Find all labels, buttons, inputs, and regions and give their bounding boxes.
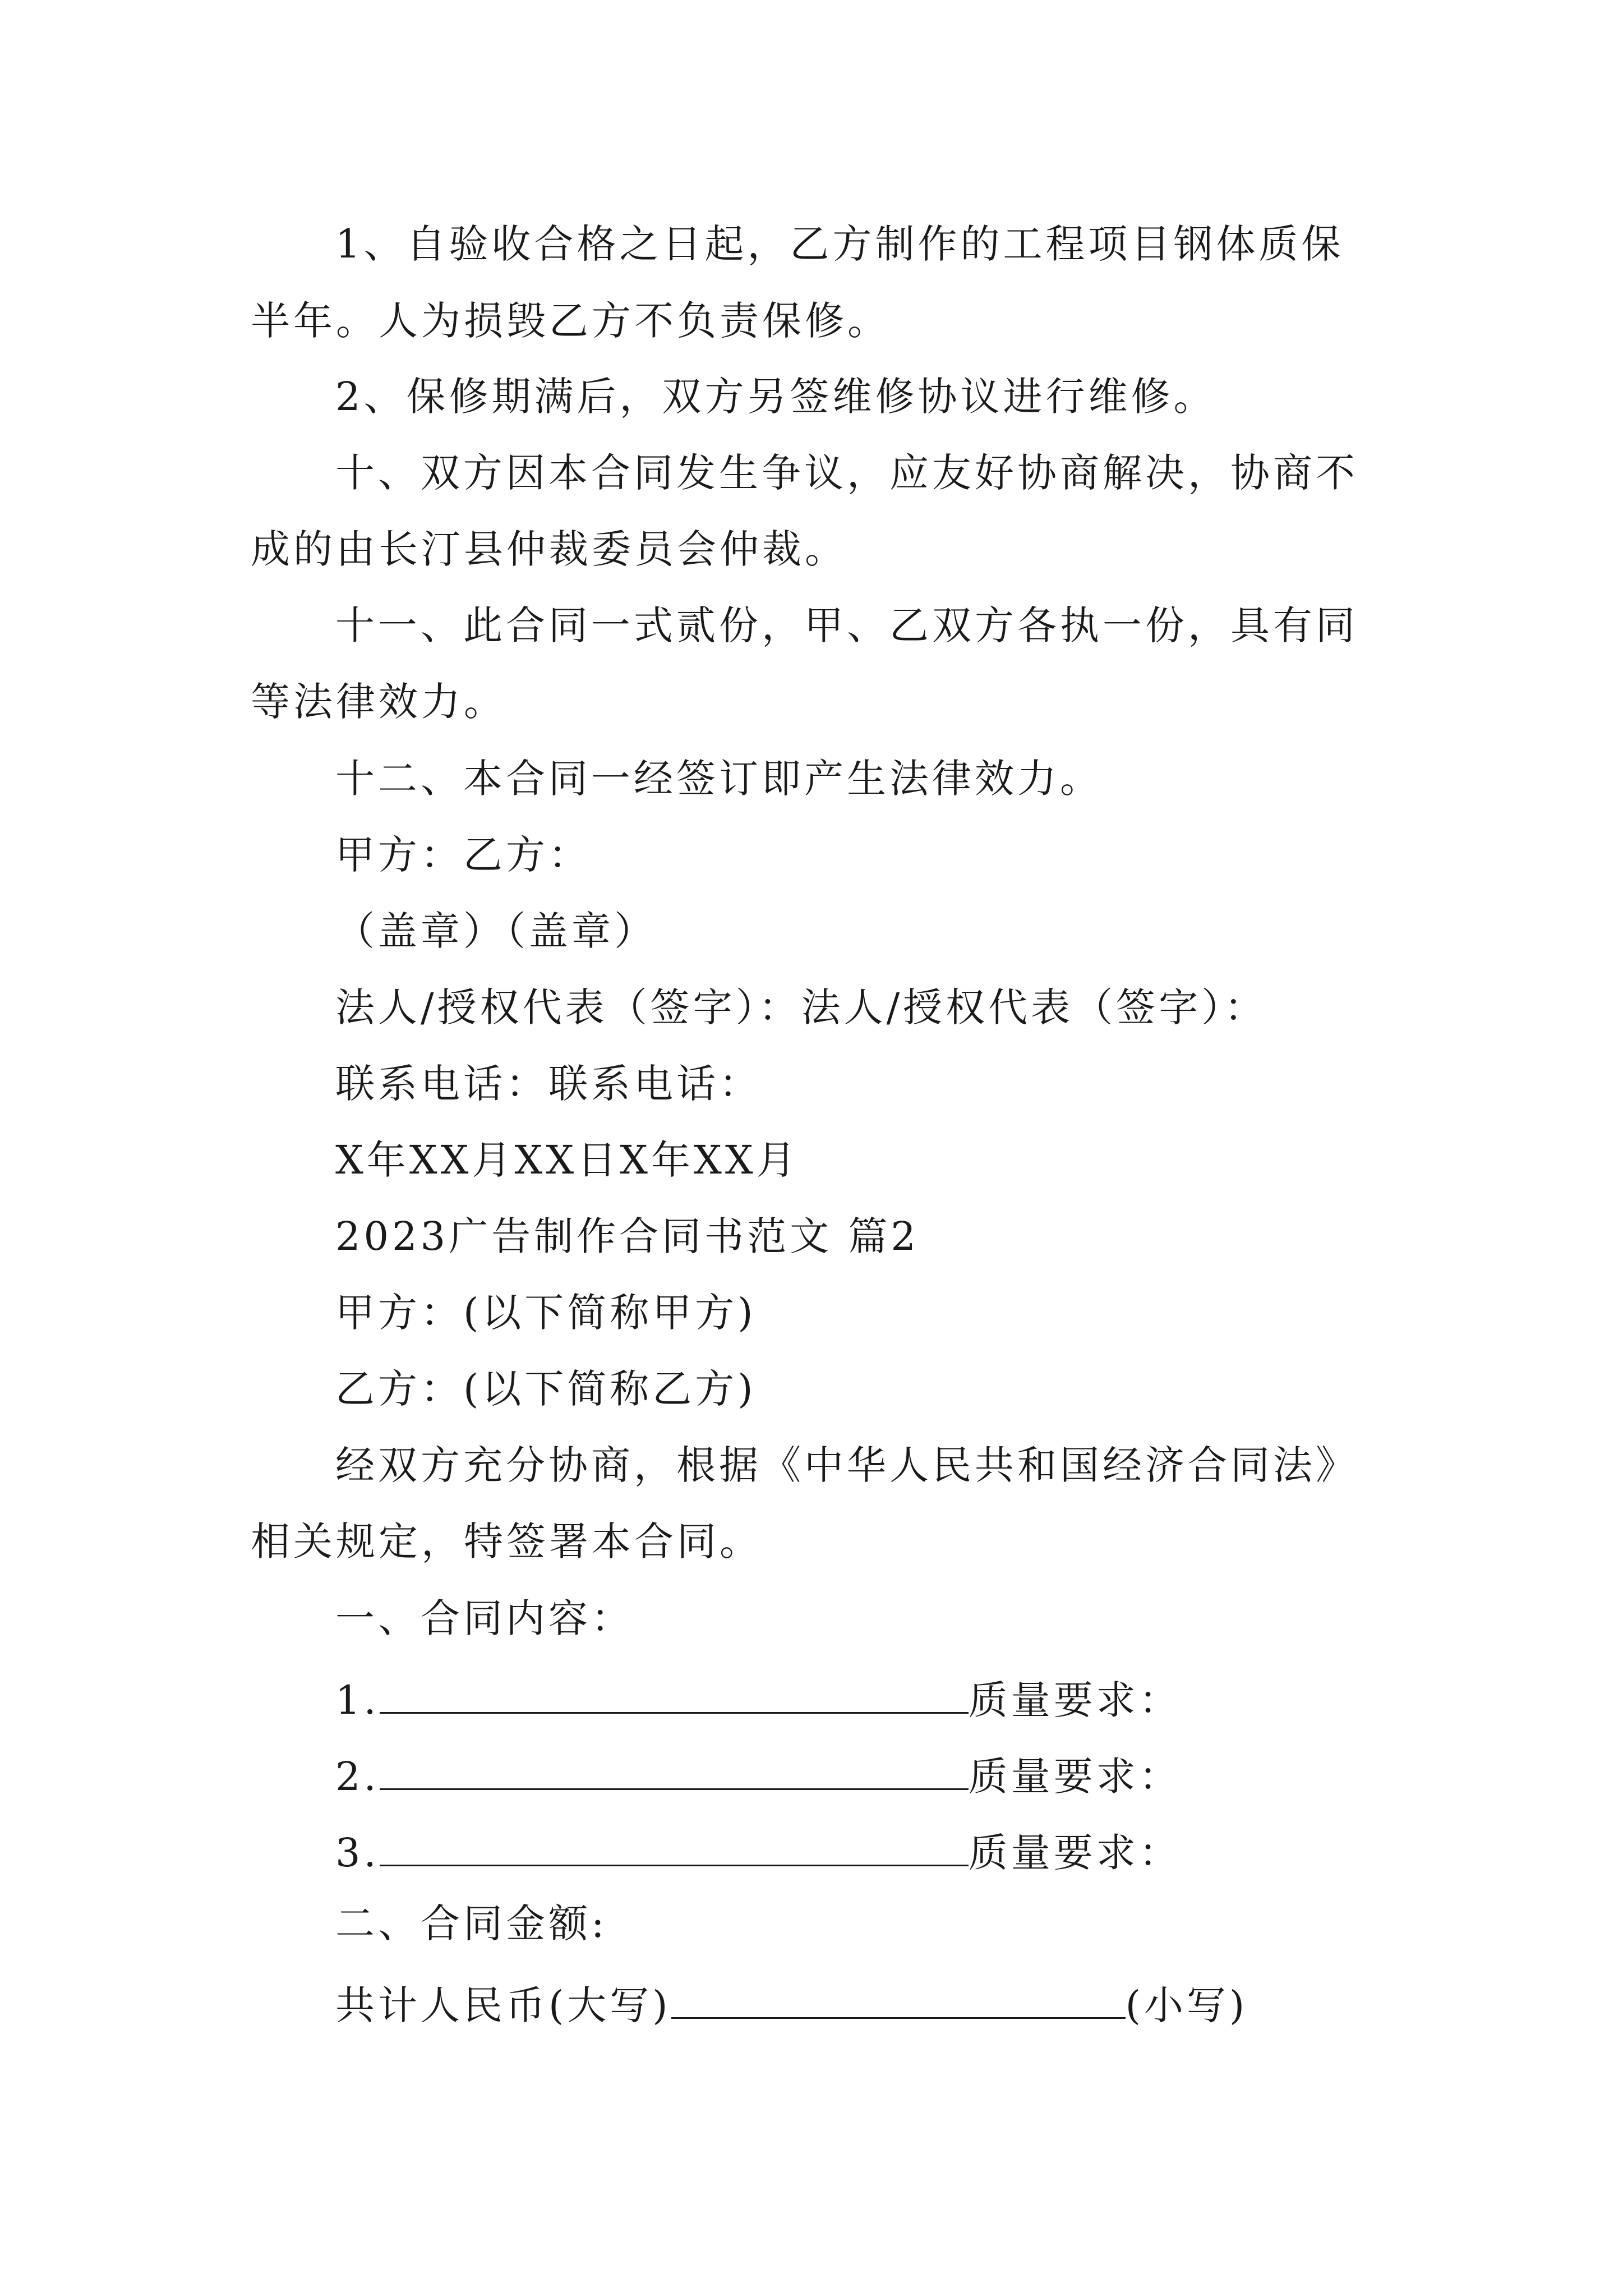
- content-item: [335, 1828, 1182, 1876]
- paragraph-line: 经双方充分协商，根据《中华人民共和国经济合同法》: [335, 1442, 1358, 1488]
- paragraph-line: 2、保修期满后，双方另签维修协议进行维修。: [335, 374, 1216, 420]
- item-suffix: 质量要求：: [968, 1754, 1182, 1800]
- amount-suffix: (小写): [1125, 1982, 1248, 2028]
- fill-blank[interactable]: [380, 1675, 969, 1714]
- paragraph-line: 1、自验收合格之日起，乙方制作的工程项目钢体质保: [335, 221, 1344, 267]
- amount-prefix: 共计人民币(大写): [335, 1982, 671, 2028]
- paragraph-line: 成的由长汀县仲裁委员会仲裁。: [251, 526, 847, 572]
- date-line: X年XX月XX日X年XX月: [335, 1137, 799, 1183]
- party-b-line: 乙方：(以下简称乙方): [335, 1366, 757, 1412]
- paragraph-line: 十一、此合同一式贰份，甲、乙双方各执一份，具有同: [335, 602, 1358, 648]
- content-item: [335, 1751, 1182, 1800]
- content-heading: 一、合同内容：: [335, 1595, 634, 1641]
- item-number: 2.: [335, 1754, 380, 1800]
- paragraph-line: 等法律效力。: [251, 679, 506, 725]
- fill-blank[interactable]: [380, 1751, 969, 1790]
- signature-party-line: 甲方：乙方：: [335, 832, 591, 878]
- fill-blank[interactable]: [380, 1828, 969, 1866]
- phone-line: 联系电话：联系电话：: [335, 1061, 762, 1107]
- paragraph-line: 相关规定，特签署本合同。: [251, 1519, 762, 1565]
- party-a-line: 甲方：(以下简称甲方): [335, 1290, 757, 1336]
- seal-line: （盖章）（盖章）: [335, 908, 657, 954]
- amount-heading: 二、合同金额:: [335, 1901, 608, 1947]
- item-suffix: 质量要求：: [968, 1677, 1182, 1723]
- amount-blank[interactable]: [671, 1980, 1126, 2019]
- representative-line: 法人/授权代表（签字）：法人/授权代表（签字）：: [335, 984, 1267, 1030]
- item-suffix: 质量要求：: [968, 1830, 1182, 1876]
- content-item: [335, 1675, 1182, 1723]
- section-title: 2023广告制作合同书范文 篇2: [335, 1213, 919, 1259]
- amount-line: [335, 1980, 1248, 2028]
- paragraph-line: 十二、本合同一经签订即产生法律效力。: [335, 756, 1103, 802]
- paragraph-line: 十、双方因本合同发生争议，应友好协商解决，协商不: [335, 450, 1358, 496]
- paragraph-line: 半年。人为损毁乙方不负责保修。: [251, 298, 890, 344]
- item-number: 3.: [335, 1830, 380, 1876]
- item-number: 1.: [335, 1677, 380, 1723]
